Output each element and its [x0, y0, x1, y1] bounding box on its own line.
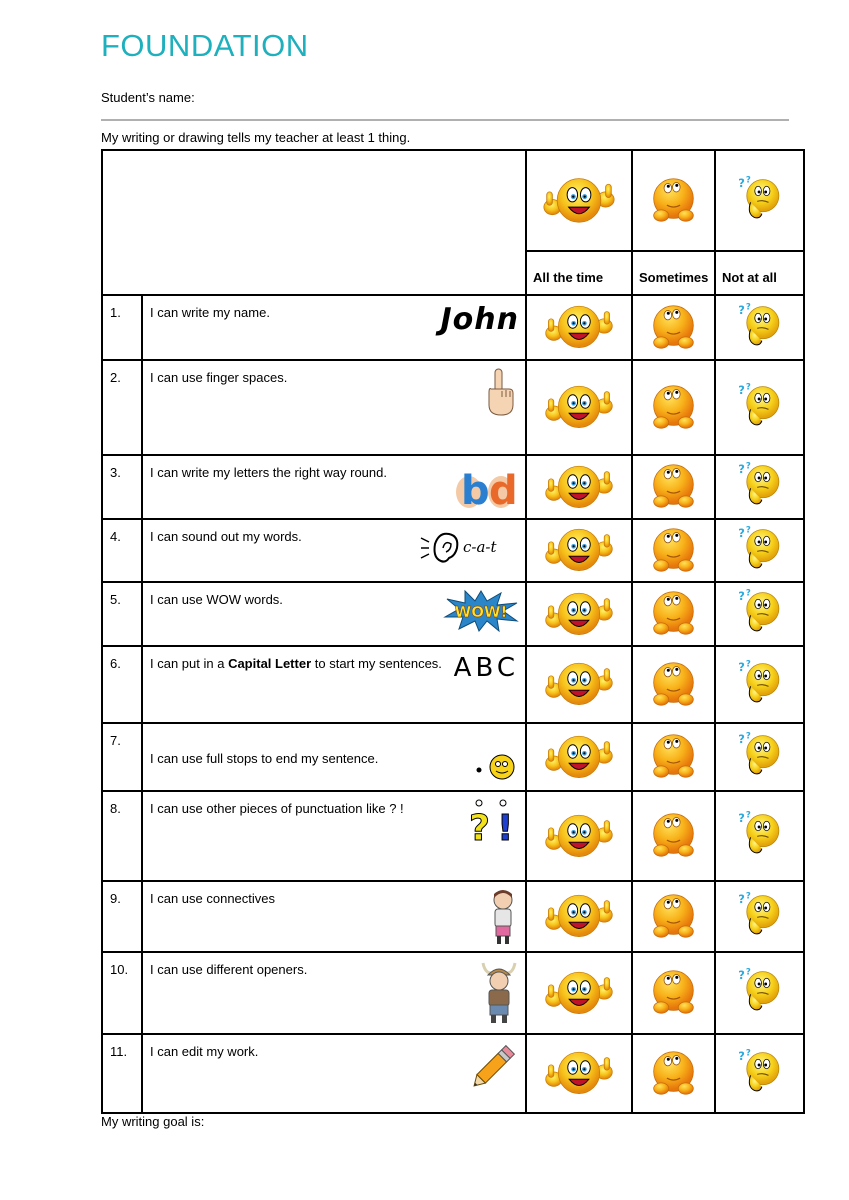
- thumbs-up-face-icon: [541, 216, 617, 231]
- svg-text:?: ?: [737, 1048, 745, 1063]
- confused-face-icon: [737, 461, 783, 514]
- option-all-the-time[interactable]: [526, 295, 632, 360]
- option-not-at-all[interactable]: [715, 519, 804, 582]
- option-not-at-all[interactable]: [715, 295, 804, 360]
- option-sometimes[interactable]: [632, 791, 715, 881]
- option-all-the-time[interactable]: [526, 519, 632, 582]
- svg-text:?: ?: [737, 462, 745, 477]
- student-name-line[interactable]: [101, 119, 789, 121]
- table-row: [102, 723, 804, 791]
- header-blank-cell: [102, 150, 526, 295]
- statement-text: I can put in a Capital Letter to start my sentences.: [150, 656, 442, 671]
- question-exclamation-icon: [465, 808, 519, 849]
- statement-cell: [142, 519, 526, 582]
- statement-cell: [142, 646, 526, 723]
- confused-face-icon: [737, 891, 783, 944]
- thinking-face-icon: [648, 340, 699, 355]
- svg-text:?: ?: [737, 302, 745, 317]
- svg-text:c-a-t: c-a-t: [463, 538, 497, 556]
- header-face-all-time: [526, 150, 632, 251]
- child-figure-icon: [487, 934, 519, 949]
- row-number: 5.: [102, 582, 142, 646]
- svg-text:?: ?: [737, 968, 745, 983]
- svg-text:?: ?: [745, 382, 751, 392]
- statement-cell: [142, 791, 526, 881]
- instruction-text: My writing or drawing tells my teacher at least 1 thing.: [101, 130, 411, 145]
- confused-face-icon: [737, 731, 783, 784]
- thinking-face-icon: [648, 929, 699, 944]
- row-number: 11.: [102, 1034, 142, 1113]
- table-row: [102, 791, 804, 881]
- thumbs-up-face-icon: [543, 564, 615, 579]
- option-all-the-time[interactable]: [526, 952, 632, 1034]
- option-all-the-time[interactable]: [526, 723, 632, 791]
- svg-text:?: ?: [469, 808, 490, 846]
- thinking-face-icon: [648, 769, 699, 784]
- thumbs-up-face-icon: [543, 501, 615, 516]
- option-all-the-time[interactable]: [526, 1034, 632, 1113]
- option-all-the-time[interactable]: [526, 455, 632, 519]
- confused-face-icon: [737, 382, 783, 435]
- svg-text:b: b: [461, 468, 490, 510]
- option-sometimes[interactable]: [632, 295, 715, 360]
- option-sometimes[interactable]: [632, 723, 715, 791]
- column-header-sometimes: Sometimes: [632, 251, 715, 295]
- thumbs-up-face-icon: [543, 628, 615, 643]
- svg-text:?: ?: [745, 175, 751, 185]
- option-sometimes[interactable]: [632, 519, 715, 582]
- statement-text: I can sound out my words.: [150, 529, 302, 544]
- svg-text:?: ?: [745, 659, 751, 669]
- svg-text:?: ?: [737, 732, 745, 747]
- thumbs-up-face-icon: [543, 771, 615, 786]
- confused-face-icon: [737, 588, 783, 641]
- svg-text:?: ?: [737, 175, 745, 190]
- option-not-at-all[interactable]: [715, 360, 804, 455]
- svg-text:?: ?: [737, 589, 745, 604]
- full-stop-smiley-icon: [475, 770, 519, 785]
- option-sometimes[interactable]: [632, 646, 715, 723]
- student-name-label: Student’s name:: [101, 90, 195, 105]
- svg-text:?: ?: [745, 967, 751, 978]
- statement-cell: [142, 455, 526, 519]
- svg-text:d: d: [489, 468, 518, 510]
- thinking-face-icon: [648, 1086, 699, 1101]
- page-title: FOUNDATION: [101, 28, 309, 63]
- statement-cell: [142, 360, 526, 455]
- statement-text: I can use WOW words.: [150, 592, 283, 607]
- svg-text:?: ?: [737, 382, 745, 397]
- table-row: [102, 360, 804, 455]
- thumbs-up-face-icon: [543, 850, 615, 865]
- option-sometimes[interactable]: [632, 1034, 715, 1113]
- option-all-the-time[interactable]: [526, 791, 632, 881]
- header-face-not-at-all: [715, 150, 804, 251]
- self-assessment-table: [101, 149, 805, 1114]
- thumbs-up-face-icon: [543, 341, 615, 356]
- option-not-at-all[interactable]: [715, 881, 804, 952]
- option-all-the-time[interactable]: [526, 881, 632, 952]
- table-row: [102, 582, 804, 646]
- row-number: 7.: [102, 723, 142, 791]
- thinking-face-icon: [648, 697, 699, 712]
- svg-text:?: ?: [745, 588, 751, 599]
- letters-bd-icon: [453, 468, 519, 513]
- row-number: 10.: [102, 952, 142, 1034]
- option-not-at-all[interactable]: [715, 455, 804, 519]
- svg-text:!: !: [497, 808, 514, 846]
- statement-text: I can write my letters the right way round.: [150, 465, 387, 480]
- option-sometimes[interactable]: [632, 582, 715, 646]
- ear-sounds-icon: [419, 538, 519, 573]
- statement-cell: [142, 723, 526, 791]
- confused-face-icon: [737, 175, 783, 228]
- table-row: [102, 881, 804, 952]
- confused-face-icon: [737, 967, 783, 1020]
- thinking-face-icon: [648, 420, 699, 435]
- svg-text:?: ?: [745, 525, 751, 535]
- option-not-at-all[interactable]: [715, 952, 804, 1034]
- option-not-at-all[interactable]: [715, 791, 804, 881]
- child-viking-icon: [479, 1013, 519, 1028]
- option-all-the-time[interactable]: [526, 360, 632, 455]
- option-not-at-all[interactable]: [715, 582, 804, 646]
- thumbs-up-face-icon: [543, 1007, 615, 1022]
- statement-text: I can write my name.: [150, 305, 270, 320]
- table-row: [102, 455, 804, 519]
- thinking-face-icon: [648, 563, 699, 578]
- option-not-at-all[interactable]: [715, 1034, 804, 1113]
- thumbs-up-face-icon: [543, 930, 615, 945]
- writing-goal-label: My writing goal is:: [101, 1114, 205, 1129]
- svg-text:?: ?: [745, 461, 751, 472]
- confused-face-icon: [737, 302, 783, 355]
- statement-cell: [142, 1034, 526, 1113]
- statement-text: I can use full stops to end my sentence.: [150, 751, 379, 766]
- option-sometimes[interactable]: [632, 360, 715, 455]
- row-number: 6.: [102, 646, 142, 723]
- option-not-at-all[interactable]: [715, 646, 804, 723]
- option-sometimes[interactable]: [632, 881, 715, 952]
- option-not-at-all[interactable]: [715, 723, 804, 791]
- confused-face-icon: [737, 525, 783, 578]
- thinking-face-icon: [648, 213, 699, 228]
- table-row: [102, 295, 804, 360]
- statement-text: I can use other pieces of punctuation like ? !: [150, 801, 404, 816]
- row-number: 2.: [102, 360, 142, 455]
- option-sometimes[interactable]: [632, 952, 715, 1034]
- column-header-not-at-all: Not at all: [715, 251, 804, 295]
- svg-text:?: ?: [745, 891, 751, 901]
- table-row: [102, 519, 804, 582]
- svg-text:?: ?: [745, 731, 751, 742]
- column-header-all-the-time: All the time: [526, 251, 632, 295]
- option-sometimes[interactable]: [632, 455, 715, 519]
- statement-cell: [142, 582, 526, 646]
- thinking-face-icon: [648, 848, 699, 863]
- svg-text:?: ?: [737, 891, 745, 906]
- svg-text:?: ?: [745, 302, 751, 312]
- row-number: 3.: [102, 455, 142, 519]
- thumbs-up-face-icon: [543, 698, 615, 713]
- thumbs-up-face-icon: [543, 421, 615, 436]
- svg-text:?: ?: [737, 659, 745, 674]
- svg-text:?: ?: [745, 810, 751, 821]
- statement-text: I can use finger spaces.: [150, 370, 288, 385]
- thumbs-up-face-icon: [543, 1087, 615, 1102]
- wow-burst-icon: [443, 603, 519, 636]
- pointing-finger-icon: [483, 405, 519, 420]
- option-all-the-time[interactable]: [526, 582, 632, 646]
- header-face-sometimes: [632, 150, 715, 251]
- table-row: [102, 952, 804, 1034]
- svg-text:?: ?: [737, 811, 745, 826]
- statement-text: I can use different openers.: [150, 962, 308, 977]
- svg-text:?: ?: [737, 525, 745, 540]
- row-number: 4.: [102, 519, 142, 582]
- confused-face-icon: [737, 810, 783, 863]
- statement-cell: [142, 295, 526, 360]
- thinking-face-icon: [648, 499, 699, 514]
- option-all-the-time[interactable]: [526, 646, 632, 723]
- table-row: [102, 1034, 804, 1113]
- pencil-icon: [473, 1075, 519, 1090]
- row-number: 8.: [102, 791, 142, 881]
- row-number: 9.: [102, 881, 142, 952]
- table-row: [102, 646, 804, 723]
- thinking-face-icon: [648, 626, 699, 641]
- abc-letters-icon: ABC: [453, 653, 519, 683]
- statement-text: I can edit my work.: [150, 1044, 259, 1059]
- thinking-face-icon: [648, 1005, 699, 1020]
- svg-text:?: ?: [745, 1048, 751, 1058]
- name-john-icon: John: [440, 302, 519, 337]
- confused-face-icon: [737, 659, 783, 712]
- statement-cell: [142, 952, 526, 1034]
- row-number: 1.: [102, 295, 142, 360]
- svg-text:WOW!: WOW!: [454, 603, 508, 621]
- statement-cell: [142, 881, 526, 952]
- confused-face-icon: [737, 1048, 783, 1101]
- statement-text: I can use connectives: [150, 891, 276, 906]
